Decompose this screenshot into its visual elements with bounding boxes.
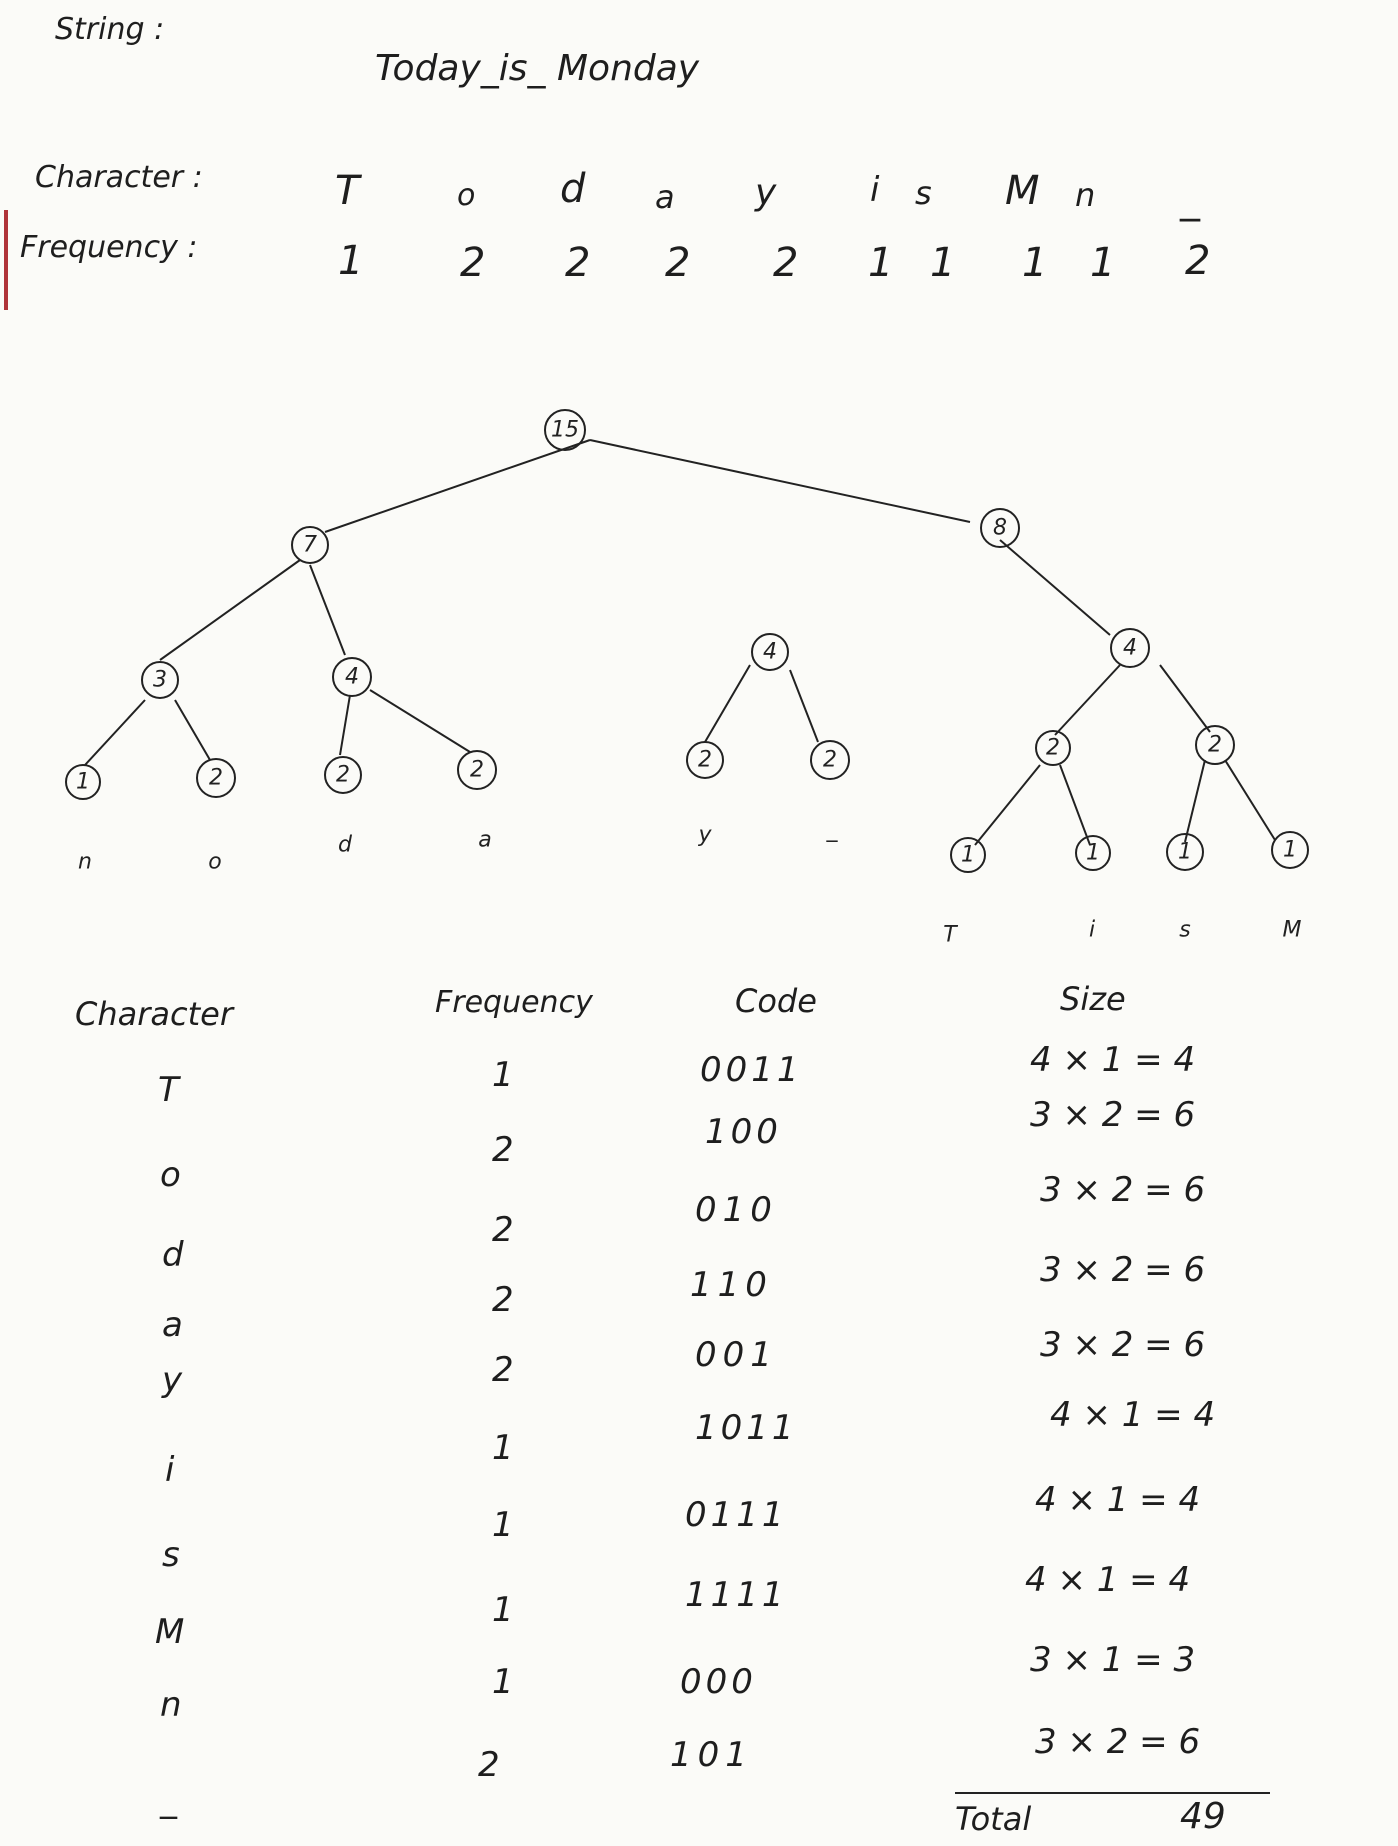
character-row-label: Character : bbox=[35, 160, 203, 195]
freq-T: 1 bbox=[338, 238, 364, 284]
row-size: 4 × 1 = 4 bbox=[1035, 1480, 1201, 1520]
tree-node-7 bbox=[292, 527, 328, 563]
svg-text:2: 2 bbox=[209, 765, 223, 791]
svg-text:d: d bbox=[338, 832, 352, 858]
row-size: 3 × 2 = 6 bbox=[1040, 1250, 1206, 1290]
svg-text:2: 2 bbox=[1046, 735, 1060, 761]
svg-text:8: 8 bbox=[993, 515, 1007, 541]
row-size: 3 × 2 = 6 bbox=[1040, 1170, 1206, 1210]
char-d: d bbox=[560, 166, 586, 212]
row-frequency: 1 bbox=[492, 1428, 514, 1468]
tree-node-4-right bbox=[1111, 629, 1149, 667]
row-size: 3 × 2 = 6 bbox=[1030, 1095, 1196, 1135]
char-a: a bbox=[655, 178, 675, 216]
row-character: a bbox=[162, 1305, 183, 1345]
svg-text:a: a bbox=[478, 827, 492, 853]
svg-text:3: 3 bbox=[153, 667, 167, 693]
row-frequency: 2 bbox=[492, 1280, 514, 1320]
row-frequency: 1 bbox=[492, 1590, 514, 1630]
tree-node-3 bbox=[142, 662, 178, 698]
tree-node-root bbox=[545, 410, 585, 450]
tree-node-2-left bbox=[1036, 731, 1070, 765]
svg-text:_: _ bbox=[826, 817, 838, 843]
svg-text:2: 2 bbox=[470, 757, 484, 783]
row-size: 4 × 1 = 4 bbox=[1030, 1040, 1196, 1080]
row-frequency: 2 bbox=[478, 1745, 500, 1785]
svg-text:4: 4 bbox=[763, 639, 777, 665]
frequency-row-label: Frequency : bbox=[20, 230, 198, 265]
row-frequency: 2 bbox=[492, 1210, 514, 1250]
tree-leaf-o bbox=[197, 759, 235, 875]
char-i: i bbox=[870, 170, 880, 210]
svg-text:T: T bbox=[943, 922, 957, 948]
row-frequency: 1 bbox=[492, 1505, 514, 1545]
row-character: _ bbox=[160, 1780, 177, 1820]
freq-n: 1 bbox=[1090, 240, 1116, 286]
row-code: 000 bbox=[680, 1662, 757, 1702]
row-code: 010 bbox=[695, 1190, 778, 1230]
row-character: i bbox=[165, 1450, 175, 1490]
freq-y: 2 bbox=[773, 240, 799, 286]
char-n: n bbox=[1075, 176, 1096, 214]
svg-text:15: 15 bbox=[551, 417, 579, 443]
row-size: 4 × 1 = 4 bbox=[1025, 1560, 1191, 1600]
string-label: String : bbox=[55, 12, 165, 47]
tree-leaf-M bbox=[1272, 832, 1308, 943]
char-underscore: _ bbox=[1180, 176, 1200, 222]
row-character: n bbox=[160, 1685, 182, 1725]
row-code: 001 bbox=[695, 1335, 778, 1375]
svg-text:2: 2 bbox=[823, 747, 837, 773]
svg-text:4: 4 bbox=[345, 664, 359, 690]
total-divider bbox=[955, 1792, 1270, 1794]
row-size: 3 × 2 = 6 bbox=[1040, 1325, 1206, 1365]
row-code: 1111 bbox=[685, 1575, 788, 1615]
row-character: y bbox=[162, 1360, 183, 1400]
svg-text:2: 2 bbox=[336, 762, 350, 788]
row-code: 110 bbox=[690, 1265, 773, 1305]
tree-node-4-left bbox=[333, 658, 371, 696]
row-character: M bbox=[155, 1612, 185, 1652]
tree-node-4-middle bbox=[752, 634, 788, 670]
table-header-size: Size bbox=[1060, 980, 1126, 1018]
row-frequency: 1 bbox=[492, 1055, 514, 1095]
svg-text:n: n bbox=[78, 849, 92, 875]
freq-i: 1 bbox=[868, 240, 894, 286]
svg-text:1: 1 bbox=[1178, 839, 1192, 865]
tree-leaf-a bbox=[458, 751, 496, 853]
row-size: 3 × 1 = 3 bbox=[1030, 1640, 1196, 1680]
row-character: o bbox=[160, 1155, 181, 1195]
tree-leaf-s bbox=[1167, 834, 1203, 943]
char-M: M bbox=[1005, 168, 1040, 214]
char-T: T bbox=[335, 168, 360, 214]
freq-s: 1 bbox=[930, 240, 956, 286]
svg-text:1: 1 bbox=[76, 769, 90, 795]
freq-o: 2 bbox=[460, 240, 486, 286]
tree-leaf-n bbox=[66, 765, 100, 875]
total-value: 49 bbox=[1180, 1796, 1226, 1837]
tree-leaf-i bbox=[1076, 836, 1110, 943]
freq-d: 2 bbox=[565, 240, 591, 286]
table-header-character: Character bbox=[75, 995, 233, 1033]
svg-text:7: 7 bbox=[303, 532, 317, 558]
table-header-code: Code bbox=[735, 982, 817, 1020]
svg-text:1: 1 bbox=[1086, 840, 1100, 866]
freq-M: 1 bbox=[1022, 240, 1048, 286]
row-size: 3 × 2 = 6 bbox=[1035, 1722, 1201, 1762]
tree-node-2-right bbox=[1196, 726, 1234, 764]
table-header-frequency: Frequency bbox=[435, 985, 593, 1020]
row-frequency: 1 bbox=[492, 1662, 514, 1702]
svg-text:2: 2 bbox=[1208, 732, 1222, 758]
row-code: 0111 bbox=[685, 1495, 788, 1535]
row-code: 0011 bbox=[700, 1050, 803, 1090]
tree-leaf-y bbox=[687, 742, 723, 848]
tree-edges bbox=[85, 440, 1275, 845]
tree-leaf-T bbox=[943, 838, 985, 948]
char-y: y bbox=[755, 172, 777, 213]
row-character: s bbox=[162, 1535, 180, 1575]
svg-text:4: 4 bbox=[1123, 635, 1137, 661]
freq-a: 2 bbox=[665, 240, 691, 286]
tree-leaf-underscore bbox=[811, 741, 849, 843]
row-frequency: 2 bbox=[492, 1130, 514, 1170]
svg-text:1: 1 bbox=[961, 842, 975, 868]
row-code: 100 bbox=[705, 1112, 782, 1152]
row-frequency: 2 bbox=[492, 1350, 514, 1390]
row-character: T bbox=[158, 1070, 179, 1110]
row-size: 4 × 1 = 4 bbox=[1050, 1395, 1216, 1435]
string-value: Today_is_ Monday bbox=[375, 48, 700, 89]
total-label: Total bbox=[955, 1800, 1032, 1838]
freq-underscore: 2 bbox=[1185, 238, 1211, 284]
row-code: 1011 bbox=[695, 1408, 798, 1448]
tree-leaf-d bbox=[325, 757, 361, 858]
char-o: o bbox=[457, 178, 476, 213]
svg-text:o: o bbox=[208, 849, 222, 875]
svg-text:M: M bbox=[1282, 917, 1302, 943]
svg-text:1: 1 bbox=[1283, 837, 1297, 863]
svg-text:y: y bbox=[698, 822, 712, 848]
char-s: s bbox=[915, 174, 932, 212]
row-character: d bbox=[162, 1235, 184, 1275]
svg-text:s: s bbox=[1179, 917, 1191, 943]
row-code: 101 bbox=[670, 1735, 753, 1775]
svg-text:2: 2 bbox=[698, 747, 712, 773]
svg-text:i: i bbox=[1088, 917, 1096, 943]
